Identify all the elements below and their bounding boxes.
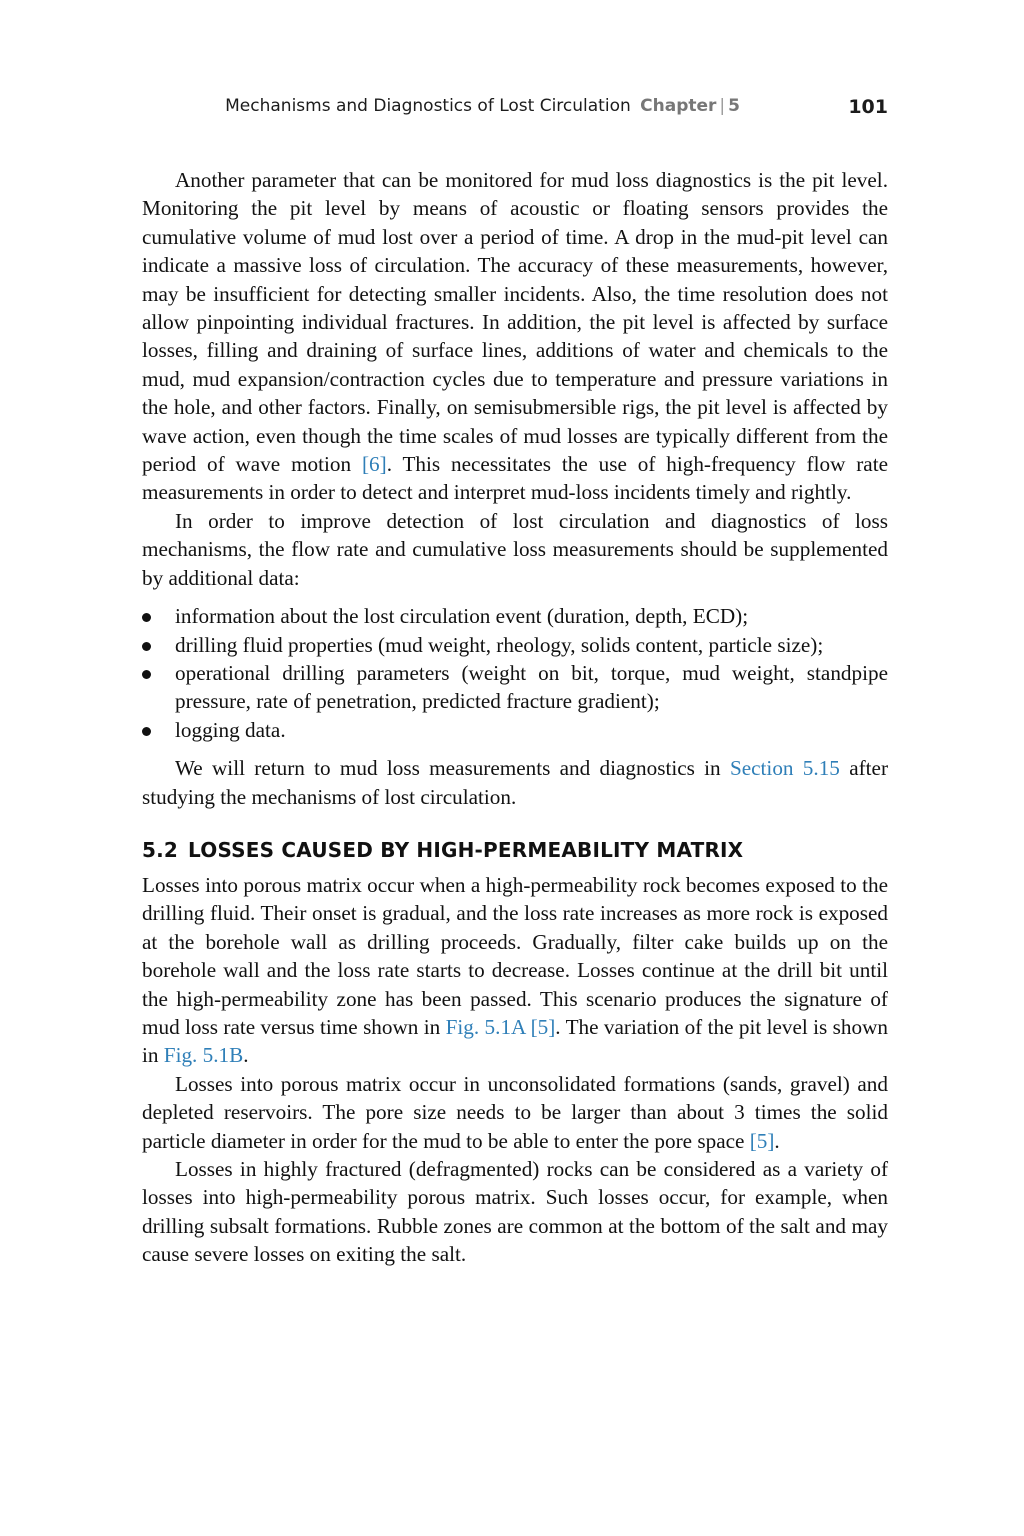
list-item: logging data. bbox=[142, 716, 888, 744]
figure-link-5-1b[interactable]: Fig. 5.1B bbox=[163, 1043, 244, 1068]
paragraph-additional-data: In order to improve detection of lost circulation and diagnostics of loss mechanisms, the flow rate and cumulative loss measurements should be supplemented by additional data: bbox=[142, 508, 888, 590]
section-heading bbox=[142, 835, 888, 865]
reference-link-6[interactable]: [6] bbox=[361, 452, 387, 477]
bullet-list bbox=[142, 602, 888, 744]
section-number: 5.2 bbox=[142, 837, 179, 862]
header-separator: | bbox=[719, 96, 726, 116]
chapter-label: Chapter bbox=[640, 96, 717, 116]
running-title bbox=[225, 96, 740, 116]
list-item: drilling fluid properties (mud weight, rheology, solids content, particle size); bbox=[142, 631, 888, 659]
section-link-5-15[interactable]: Section 5.15 bbox=[729, 756, 840, 781]
section-title: LOSSES CAUSED BY HIGH-PERMEABILITY MATRIX bbox=[188, 837, 744, 862]
chapter-number: 5 bbox=[728, 96, 740, 116]
page-body bbox=[142, 166, 888, 1269]
running-title-text: Mechanisms and Diagnostics of Lost Circulation bbox=[225, 96, 631, 116]
paragraph-fractured-rocks: Losses in highly fractured (defragmented) rocks can be considered as a variety of losses into high-permeability porous matrix. Such losses occur, for example, when drilling subsalt formations. Rubble zones are common at the bottom of the salt and may cause severe losses on exiting the salt. bbox=[142, 1157, 888, 1267]
reference-link-5[interactable]: [5] bbox=[530, 1014, 556, 1039]
paragraph-pit-level: Another parameter that can be monitored for mud loss diagnostics is the pit level. Monitoring the pit level by means of acoustic or floating sensors provides the cumulative volume of mud lost over a period of time. A drop in the mud-pit level can indicate a massive loss of circulation. The accuracy of these measurements, however, may be insufficient for detecting smaller incidents. Also, the time resolution does not allow pinpointing individual fractures. In addition, the pit level is affected by surface losses, filling and draining of surface lines, additions of water and chemicals to the mud, mud expansion/contraction cycles due to temperature and pressure variations in the hole, and other factors. Finally, on semisubmersible rigs, the pit level is affected by wave action, even though the time scales of mud losses are typically different from the period of wave motion [6]. This necessitates the use of high-frequency flow rate measurements in order to detect and interpret mud-loss incidents timely and rightly. bbox=[142, 168, 888, 505]
list-item: operational drilling parameters (weight on bit, torque, mud weight, standpipe pressure, rate of penetration, predicted fracture gradient); bbox=[142, 659, 888, 716]
paragraph-porous-matrix: Losses into porous matrix occur when a high-permeability rock becomes exposed to the drilling fluid. Their onset is gradual, and the loss rate increases as more rock is exposed at the borehole wall as drilling proceeds. Gradually, filter cake builds up on the borehole wall and the loss rate starts to decrease. Losses continue at the drill bit until the high-permeability zone has been passed. This scenario produces the signature of mud loss rate versus time shown in Fig. 5.1A [5]. The variation of the pit level is shown in Fig. 5.1B. bbox=[142, 872, 888, 1068]
paragraph-unconsolidated: Losses into porous matrix occur in unconsolidated formations (sands, gravel) and depleted reservoirs. The pore size needs to be larger than about 3 times the solid particle diameter in order for the mud to be able to enter the pore space [5]. bbox=[142, 1071, 888, 1153]
list-item: information about the lost circulation event (duration, depth, ECD); bbox=[142, 602, 888, 630]
page-number: 101 bbox=[848, 96, 888, 118]
running-head bbox=[142, 96, 888, 124]
reference-link-5[interactable]: [5] bbox=[749, 1128, 775, 1153]
figure-link-5-1a[interactable]: Fig. 5.1A bbox=[445, 1014, 526, 1039]
paragraph-return-note: We will return to mud loss measurements and diagnostics in Section 5.15 after studying the mechanisms of lost circulation. bbox=[142, 756, 888, 809]
